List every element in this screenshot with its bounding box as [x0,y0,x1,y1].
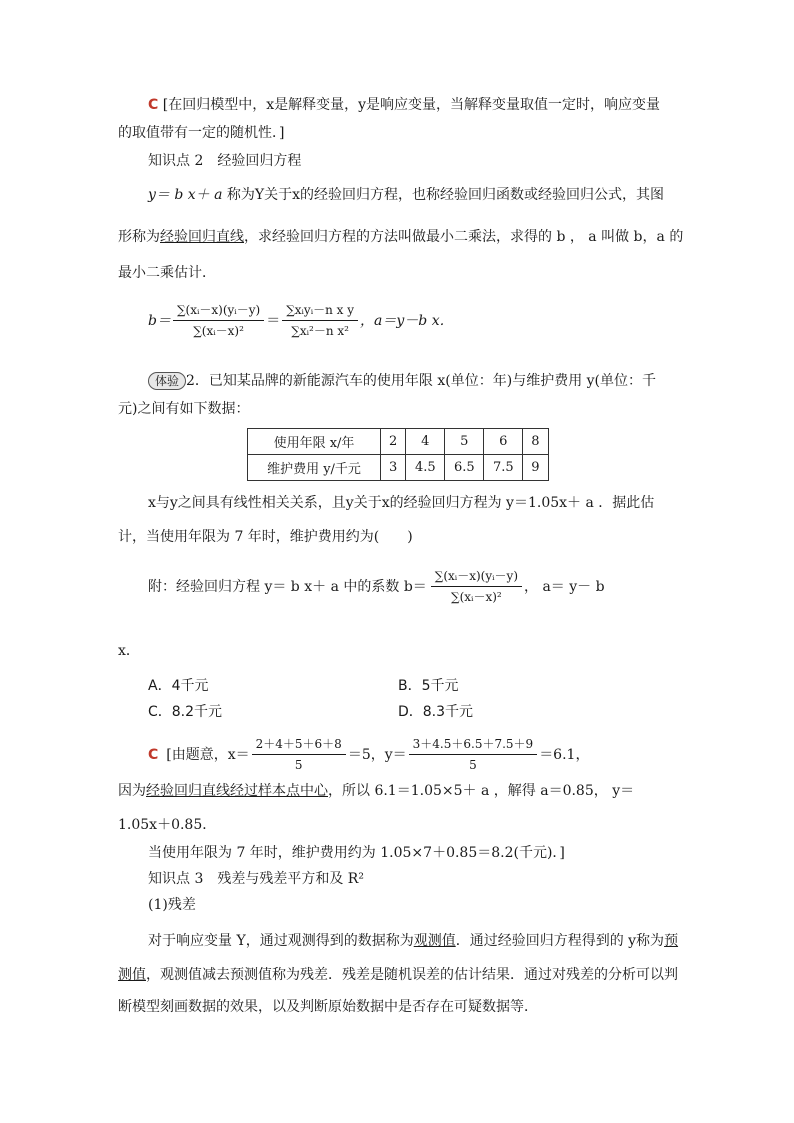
appendix-line [148,568,605,605]
exp2-line-4: 计，当使用年限为 7 年时，维护费用约为( ) [118,529,413,545]
table-header-cell: 使用年限 x/年 [248,429,381,455]
appendix-tail: x． [118,643,140,659]
fraction-2-numerator: ∑xᵢyᵢ－n x y [282,302,358,321]
fraction-1 [173,302,264,339]
answer-2-line-2 [118,780,634,802]
table-cell: 8 [523,429,548,455]
answer-1-line-1 [148,94,660,116]
kp3-p2-rest: ，观测值减去预测值称为残差．残差是随机误差的估计结果．通过对残差的分析可以判 [146,967,678,983]
table-cell: 4 [406,429,445,455]
kp2-line-1-text: 称为Y关于x的经验回归方程，也称经验回归函数或经验回归公式，其图 [226,187,665,203]
kp2-line-3: 最小二乘估计． [118,265,216,281]
ybar-fraction [409,736,538,773]
xbar-fraction [252,736,346,773]
term-predicted-value-part-2: 测值 [118,967,146,983]
fraction-2-denominator: ∑xᵢ²－n x² [291,324,349,338]
exp2-line-1 [148,370,656,392]
question-text: 2．已知某品牌的新能源汽车的使用年限 x(单位：年)与维护费用 y(单位：千 [186,373,657,389]
fraction-1-numerator: ∑(xᵢ－x)(yᵢ－y) [173,302,264,321]
answer-2-line-4: 当使用年限为 7 年时，维护费用约为 1.05×7＋0.85＝8.2(千元)．] [148,845,565,861]
answer-2-line-2-rest: ，所以 6.1＝1.05×5＋ a ，解得 a＝0.85， y＝ [328,783,635,799]
answer-2-pre: [由题意，x＝ [166,746,250,763]
kp3-paragraph-line-3: 断模型刻画数据的效果，以及判断原始数据中是否存在可疑数据等． [118,999,538,1015]
answer-2-mid: ＝5，y＝ [347,746,407,763]
xbar-numerator: 2＋4＋5＋6＋8 [252,736,346,755]
answer-1-line-2: 的取值带有一定的随机性．] [118,125,285,141]
regression-equation: y＝ b x＋ a [148,187,223,203]
xbar-denominator: 5 [294,758,303,772]
answer-text: [在回归模型中，x是解释变量，y是响应变量，当解释变量取值一定时，响应变量 [162,97,660,113]
ybar-numerator: 3＋4.5＋6.5＋7.5＋9 [409,736,538,755]
kp2-line-2-pre: 形称为 [118,229,160,245]
term-regression-line: 经验回归直线 [160,229,244,245]
appendix-denominator: ∑(xᵢ－x)² [451,590,502,604]
answer-2-line-1 [148,736,589,773]
table-cell: 2 [381,429,406,455]
fraction-2 [282,302,358,339]
data-table [247,428,549,481]
answer-2-line-3: 1.05x＋0.85． [118,817,217,833]
kp2-line-2-rest: ，求经验回归方程的方法叫做最小二乘法，求得的 b ， a 叫做 b，a 的 [244,229,684,245]
fraction-1-denominator: ∑(xᵢ－x)² [193,324,244,338]
option-c[interactable]: C．8.2千元 [148,704,223,720]
appendix-post: ， a＝ y－ b [524,578,605,595]
option-d[interactable]: D．8.3千元 [398,704,474,720]
exp2-line-2: 元)之间有如下数据： [118,401,250,417]
table-cell: 9 [523,455,548,481]
table-row [248,455,549,481]
knowledge-point-2-title: 知识点 2 经验回归方程 [148,153,302,169]
least-squares-formula [148,302,454,339]
a-formula: ，a＝y－b x． [360,312,454,329]
table-cell: 4.5 [406,455,445,481]
experience-tag: 体验 [148,372,186,390]
answer-2-line-2-pre: 因为 [118,783,146,799]
answer-letter: C [148,746,159,763]
table-cell: 6.5 [445,455,484,481]
kp2-line-1 [148,184,664,206]
appendix-fraction [431,568,522,605]
answer-2-post: ＝6.1， [539,746,590,763]
equals-sign: ＝ [266,312,281,329]
option-a[interactable]: A．4千元 [148,678,209,694]
table-cell: 5 [445,429,484,455]
kp3-subtitle: (1)残差 [148,897,196,913]
term-predicted-value-part-1: 预 [664,933,679,949]
table-header-cell: 维护费用 y/千元 [248,455,381,481]
kp3-paragraph-line-1 [148,930,678,952]
kp3-p1-mid: ．通过经验回归方程得到的 y称为 [455,933,665,949]
kp3-paragraph-line-2 [118,964,678,986]
term-observed-value: 观测值 [413,933,456,949]
exp2-line-3: x与y之间具有线性相关关系，且y关于x的经验回归方程为 y＝1.05x＋ a ．据此估 [148,495,655,511]
kp2-line-2 [118,226,683,248]
kp3-p1-pre: 对于响应变量 Y，通过观测得到的数据称为 [148,933,414,949]
b-label: b＝ [148,312,171,329]
appendix-numerator: ∑(xᵢ－x)(yᵢ－y) [431,568,522,587]
term-sample-center: 经验回归直线经过样本点中心 [146,783,328,799]
answer-letter: C [148,97,159,113]
option-b[interactable]: B．5千元 [398,678,459,694]
appendix-pre: 附：经验回归方程 y＝ b x＋ a 中的系数 b＝ [148,578,427,595]
ybar-denominator: 5 [469,758,477,772]
table-cell: 7.5 [484,455,523,481]
table-cell: 3 [381,455,406,481]
knowledge-point-3-title: 知识点 3 残差与残差平方和及 R² [148,871,364,887]
table-cell: 6 [484,429,523,455]
table-row [248,429,549,455]
